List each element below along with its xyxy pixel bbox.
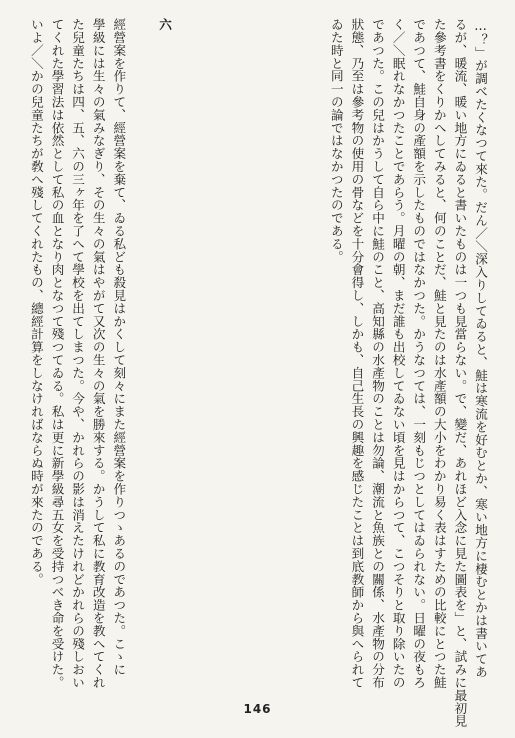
- text-column: であつて、鮭自身の產額を示したものではなかつた。かうなつては、一刻もじつとしてはゐられない。日曜の夜もろ: [411, 18, 427, 689]
- text-column: 狀態、乃至は參考物の使用の骨などを十分會得し、しかも、自己生長の興趣を感じたことは到底教師から與へられて: [349, 18, 365, 689]
- page-number: 146: [243, 702, 272, 716]
- text-column: てくれた學習法は依然として私の血となり肉となつて殘つてゐる。私は更に新學級尋五女を受持つべき命を受けた。: [49, 18, 65, 689]
- text-column: た兒童たちは四、五、六の三ヶ年を了へて學校を出てしまつた。今や、かれらの影は消えたけれどかれらの殘しおい: [70, 18, 86, 689]
- text-column: た參考書をくりかへしてみると、何のことだ、鮭と見たのは水產額の大小をわかり易く表はすための比較にとつた鮭: [431, 18, 447, 689]
- text-column: いよ／＼かの兒童たちが敎へ殘してくれたもの、總經計算をしなければならぬ時が來たのである。: [28, 18, 44, 586]
- chapter-title: [0, 18, 25, 58]
- text-column: 學級には生々の氣みなぎり、その生々の氣はやがて又次の生々の氣を勝來する。かうして私に教育改造を教へてくれ: [90, 18, 106, 689]
- text-column: ゐた時と同一の論ではなかつたのである。: [328, 18, 344, 264]
- text-column: るが、暖流、暖い地方にゐると書いたものは一つも見當らない。で、變だ、あれほど入念に見た圖表を」と、試みに最初見: [452, 18, 468, 728]
- text-column: …？」が調べたくなつて來た。だん／＼深入りしてゐると、鮭は寒流を好むとか、寒い地方に棲むとかは書いてあ: [473, 18, 488, 679]
- text-column: く／＼眠れなかつたことであらう。月曜の朝、まだ誰も出校してゐない頃を見はからつて、こつそりと取り除いたの: [390, 18, 406, 689]
- text-column: であつた。この兒はかうして自ら中に鮭のこと、高知縣の水產物のことは勿論、潮流と魚族との關係、水產物の分布: [370, 18, 386, 689]
- section-heading: 六: [157, 18, 173, 32]
- text-column: 經營案を作りて、經營案を棄て、ゐる私ども殺見はかくして刻々にまた經營案を作りつゝあるのであつた。こゝに: [111, 18, 127, 676]
